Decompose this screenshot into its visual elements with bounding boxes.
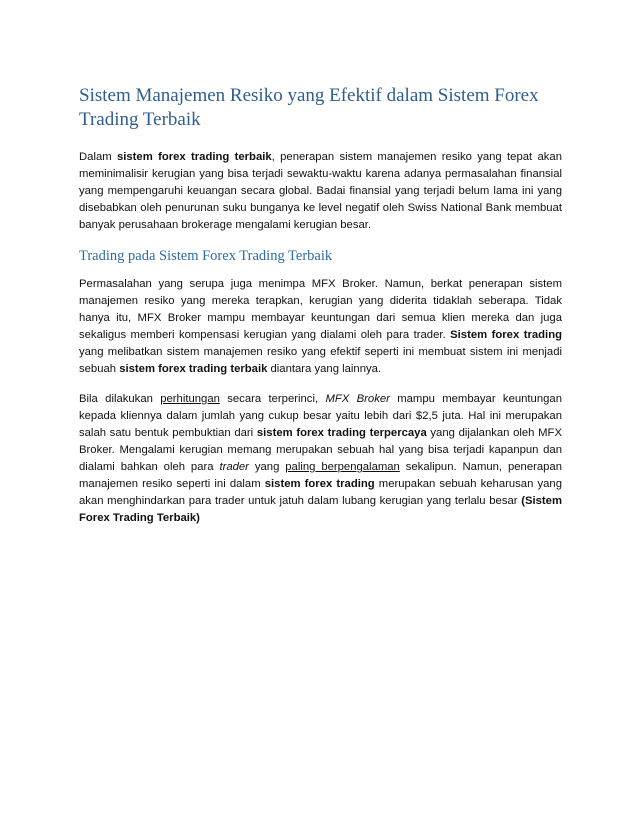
underlined-link-perhitungan[interactable]: perhitungan [160,393,220,405]
paragraph-intro [79,149,562,234]
document-title: Sistem Manajemen Resiko yang Efektif dalam Sistem Forex Trading Terbaik [79,85,539,130]
bold-keyword: sistem forex trading terpercaya [256,427,427,439]
paragraph-mfx-broker [79,276,562,378]
text-span: mampu membayar keuntungan kepada kliennya dalam jumlah yang cukup besar yaitu lebih dari $2,5 juta. Hal ini merupakan salah satu bentuk pembuktian dari [79,393,562,439]
text-span: Permasalahan yang serupa juga menimpa MFX Broker. Namun, berkat penerapan sistem manajemen resiko yang mereka terapkan, kerugian yang diderita tidaklah seberapa. Tidak hanya itu, MFX Broker mampu membayar keuntungan dari semua klien mereka dan juga sekaligus memberi kompensasi kerugian yang dialami oleh para trader. [79,278,562,341]
bold-keyword: Sistem forex trading [450,329,562,341]
section-heading: Trading pada Sistem Forex Trading Terbaik [79,248,333,264]
bold-keyword: sistem forex trading terbaik [119,363,268,375]
text-span: diantara yang lainnya. [267,363,382,375]
italic-text: MFX Broker [325,393,390,405]
text-span: secara terperinci, [219,393,326,405]
text-span: Dalam [79,151,117,163]
paragraph-calculation [79,391,562,527]
bold-keyword: sistem forex trading [264,478,375,490]
text-span: , penerapan sistem manajemen resiko yang tepat akan meminimalisir kerugian yang bisa terjadi sewaktu-waktu karena adanya permasalahan finansial yang mempengaruhi keuangan secara global. Badai finansial yang terjadi belum lama ini yang disebabkan oleh penurunan suku bunganya ke level negatif oleh Swiss National Bank membuat banyak perusahaan brokerage mengalami kerugian besar. [79,151,562,231]
text-span: sekalipun. Namun, penerapan manajemen resiko seperti ini dalam [79,461,563,490]
text-span: yang [248,461,286,473]
text-span: merupakan sebuah keharusan yang akan menghindarkan para trader untuk jatuh dalam lubang kerugian yang terlalu besar [79,478,562,507]
text-span: yang dijalankan oleh MFX Broker. Mengalami kerugian memang merupakan sebuah hal yang bisa terjadi kapanpun dan dialami bahkan oleh para [79,427,562,473]
text-span: yang melibatkan sistem manajemen resiko yang efektif seperti ini membuat sistem ini menjadi sebuah [79,346,562,375]
italic-text: trader [219,461,249,473]
bold-keyword: sistem forex trading terbaik [116,151,272,163]
underlined-link-berpengalaman[interactable]: paling berpengalaman [285,461,400,473]
text-span: Bila dilakukan [79,393,161,405]
bold-keyword: (Sistem Forex Trading Terbaik) [79,495,562,524]
